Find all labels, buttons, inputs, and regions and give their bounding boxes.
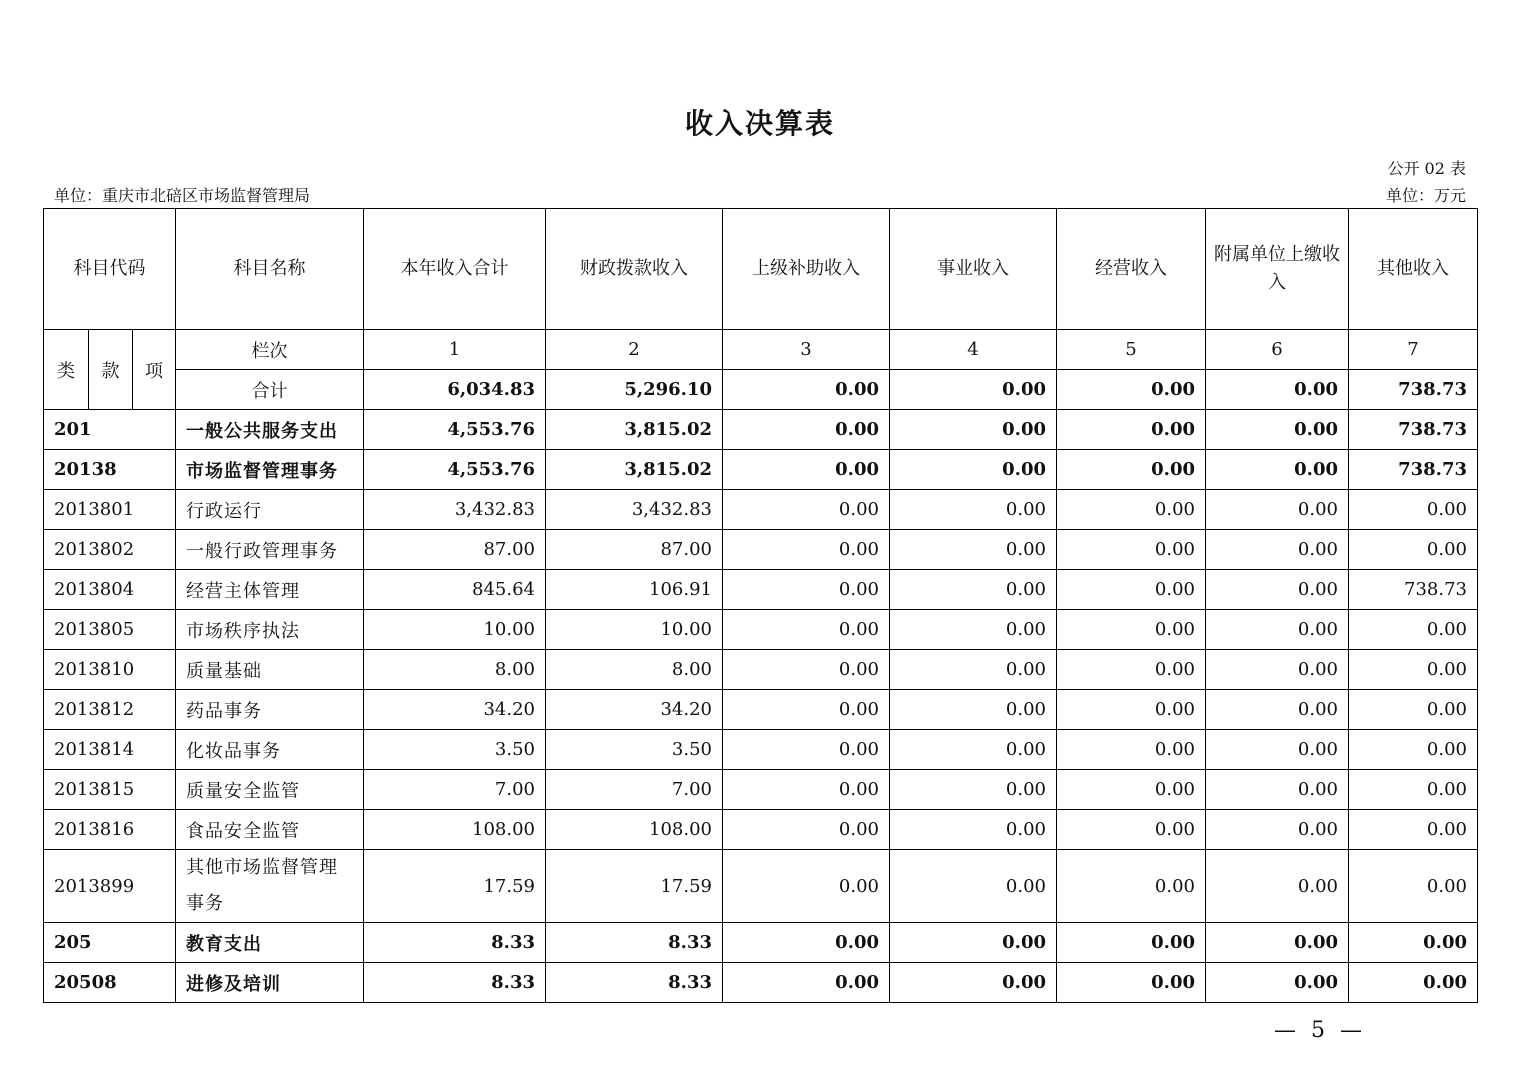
value-cell: 0.00 [1349, 770, 1478, 810]
value-cell: 0.00 [890, 410, 1057, 450]
value-cell: 0.00 [1057, 450, 1206, 490]
header-subsidy: 上级补助收入 [723, 209, 890, 330]
value-cell: 17.59 [546, 850, 723, 923]
form-code: 公开 02 表 [1387, 159, 1466, 178]
column-label: 栏次 [176, 330, 364, 370]
value-cell: 0.00 [1057, 490, 1206, 530]
value-cell: 0.00 [890, 450, 1057, 490]
value-cell: 0.00 [723, 690, 890, 730]
value-cell: 3,432.83 [364, 490, 546, 530]
value-cell: 0.00 [1206, 810, 1349, 850]
header-affiliated: 附属单位上缴收入 [1206, 209, 1349, 330]
sub-header-lei: 类 [44, 330, 89, 410]
column-number: 5 [1057, 330, 1206, 370]
value-cell: 0.00 [1349, 730, 1478, 770]
header-business: 事业收入 [890, 209, 1057, 330]
value-cell: 0.00 [1349, 923, 1478, 963]
value-cell: 0.00 [1206, 770, 1349, 810]
table-row [44, 530, 1478, 570]
value-cell: 8.33 [364, 963, 546, 1003]
header-row [44, 209, 1478, 330]
table-row [44, 650, 1478, 690]
value-cell: 0.00 [1057, 690, 1206, 730]
value-cell: 0.00 [1206, 963, 1349, 1003]
value-cell: 3,815.02 [546, 450, 723, 490]
value-cell: 0.00 [1057, 963, 1206, 1003]
total-label: 合计 [176, 370, 364, 410]
value-cell: 0.00 [1206, 530, 1349, 570]
subject-name: 行政运行 [176, 490, 364, 530]
subject-code: 205 [44, 923, 176, 963]
header-operating: 经营收入 [1057, 209, 1206, 330]
column-number: 1 [364, 330, 546, 370]
header-other: 其他收入 [1349, 209, 1478, 330]
sub-header-xiang: 项 [133, 330, 176, 410]
value-cell: 108.00 [546, 810, 723, 850]
value-cell: 0.00 [1057, 410, 1206, 450]
value-cell: 0.00 [723, 490, 890, 530]
table-row [44, 770, 1478, 810]
value-cell: 0.00 [1057, 570, 1206, 610]
value-cell: 0.00 [1349, 530, 1478, 570]
table-row [44, 923, 1478, 963]
subject-name: 进修及培训 [176, 963, 364, 1003]
value-cell: 8.00 [546, 650, 723, 690]
value-cell: 0.00 [1206, 690, 1349, 730]
total-cell: 0.00 [723, 370, 890, 410]
subject-name: 一般公共服务支出 [176, 410, 364, 450]
value-cell: 0.00 [723, 570, 890, 610]
value-cell: 0.00 [1206, 850, 1349, 923]
value-cell: 0.00 [723, 850, 890, 923]
subject-name: 市场监督管理事务 [176, 450, 364, 490]
value-cell: 0.00 [1057, 610, 1206, 650]
header-code: 科目代码 [44, 209, 176, 330]
subject-name: 教育支出 [176, 923, 364, 963]
value-cell: 8.33 [546, 963, 723, 1003]
table-row [44, 490, 1478, 530]
table-row [44, 690, 1478, 730]
table-row [44, 570, 1478, 610]
subject-code: 2013814 [44, 730, 176, 770]
value-cell: 3,815.02 [546, 410, 723, 450]
subject-name: 食品安全监管 [176, 810, 364, 850]
value-cell: 34.20 [364, 690, 546, 730]
value-cell: 0.00 [1349, 810, 1478, 850]
value-cell: 0.00 [723, 963, 890, 1003]
value-cell: 3.50 [364, 730, 546, 770]
value-cell: 8.33 [364, 923, 546, 963]
value-cell: 0.00 [890, 650, 1057, 690]
value-cell: 7.00 [546, 770, 723, 810]
table-row [44, 610, 1478, 650]
header-name: 科目名称 [176, 209, 364, 330]
value-cell: 0.00 [1206, 410, 1349, 450]
value-cell: 3,432.83 [546, 490, 723, 530]
value-cell: 0.00 [890, 730, 1057, 770]
value-cell: 0.00 [1206, 730, 1349, 770]
value-cell: 4,553.76 [364, 410, 546, 450]
value-cell: 17.59 [364, 850, 546, 923]
column-number: 2 [546, 330, 723, 370]
value-cell: 0.00 [723, 410, 890, 450]
value-cell: 87.00 [546, 530, 723, 570]
table-row [44, 450, 1478, 490]
value-cell: 0.00 [1349, 690, 1478, 730]
page-number: — 5 — [1274, 1018, 1366, 1043]
value-cell: 0.00 [1349, 963, 1478, 1003]
total-cell: 0.00 [1057, 370, 1206, 410]
total-row [44, 370, 1478, 410]
value-cell: 0.00 [890, 610, 1057, 650]
subject-name: 质量安全监管 [176, 770, 364, 810]
value-cell: 738.73 [1349, 410, 1478, 450]
value-cell: 0.00 [1206, 490, 1349, 530]
subject-code: 20508 [44, 963, 176, 1003]
subject-name: 化妆品事务 [176, 730, 364, 770]
value-cell: 8.00 [364, 650, 546, 690]
subject-code: 2013804 [44, 570, 176, 610]
subject-name: 经营主体管理 [176, 570, 364, 610]
value-cell: 0.00 [723, 923, 890, 963]
subject-code: 2013899 [44, 850, 176, 923]
sub-header-kuan: 款 [89, 330, 133, 410]
value-cell: 0.00 [890, 850, 1057, 923]
value-cell: 0.00 [723, 610, 890, 650]
subject-name: 其他市场监督管理事务 [176, 850, 364, 923]
subject-code: 201 [44, 410, 176, 450]
column-number: 6 [1206, 330, 1349, 370]
value-cell: 0.00 [1349, 850, 1478, 923]
value-cell: 106.91 [546, 570, 723, 610]
value-cell: 0.00 [1349, 490, 1478, 530]
value-cell: 0.00 [723, 530, 890, 570]
column-number: 4 [890, 330, 1057, 370]
value-cell: 0.00 [890, 810, 1057, 850]
total-cell: 0.00 [1206, 370, 1349, 410]
value-cell: 0.00 [723, 450, 890, 490]
value-cell: 0.00 [723, 810, 890, 850]
value-cell: 738.73 [1349, 570, 1478, 610]
value-cell: 10.00 [546, 610, 723, 650]
value-cell: 0.00 [1206, 610, 1349, 650]
header-total: 本年收入合计 [364, 209, 546, 330]
total-cell: 6,034.83 [364, 370, 546, 410]
subject-code: 2013810 [44, 650, 176, 690]
header-fiscal: 财政拨款收入 [546, 209, 723, 330]
page-title: 收入决算表 [684, 107, 835, 140]
value-cell: 0.00 [1057, 650, 1206, 690]
subject-code: 20138 [44, 450, 176, 490]
value-cell: 0.00 [890, 923, 1057, 963]
value-cell: 0.00 [1349, 650, 1478, 690]
value-cell: 845.64 [364, 570, 546, 610]
table-row [44, 810, 1478, 850]
value-cell: 10.00 [364, 610, 546, 650]
value-cell: 0.00 [890, 690, 1057, 730]
value-cell: 3.50 [546, 730, 723, 770]
value-cell: 34.20 [546, 690, 723, 730]
total-cell: 738.73 [1349, 370, 1478, 410]
table-row [44, 850, 1478, 923]
subject-name: 市场秩序执法 [176, 610, 364, 650]
total-cell: 5,296.10 [546, 370, 723, 410]
value-cell: 0.00 [1206, 570, 1349, 610]
column-number: 3 [723, 330, 890, 370]
value-cell: 0.00 [1057, 923, 1206, 963]
subject-code: 2013805 [44, 610, 176, 650]
value-cell: 0.00 [1057, 810, 1206, 850]
subject-name: 一般行政管理事务 [176, 530, 364, 570]
unit-currency: 单位：万元 [1385, 186, 1466, 205]
value-cell: 0.00 [890, 770, 1057, 810]
value-cell: 0.00 [723, 770, 890, 810]
income-table [43, 208, 1478, 1003]
total-cell: 0.00 [890, 370, 1057, 410]
table-row [44, 410, 1478, 450]
subject-code: 2013815 [44, 770, 176, 810]
column-number: 7 [1349, 330, 1478, 370]
value-cell: 0.00 [890, 963, 1057, 1003]
value-cell: 0.00 [723, 650, 890, 690]
value-cell: 87.00 [364, 530, 546, 570]
value-cell: 0.00 [1206, 450, 1349, 490]
value-cell: 0.00 [890, 570, 1057, 610]
subject-name: 质量基础 [176, 650, 364, 690]
unit-organization: 单位：重庆市北碚区市场监督管理局 [54, 186, 311, 205]
value-cell: 0.00 [1057, 730, 1206, 770]
value-cell: 0.00 [890, 530, 1057, 570]
subject-code: 2013816 [44, 810, 176, 850]
value-cell: 0.00 [1206, 650, 1349, 690]
value-cell: 738.73 [1349, 450, 1478, 490]
subject-code: 2013801 [44, 490, 176, 530]
value-cell: 0.00 [1057, 770, 1206, 810]
value-cell: 0.00 [1206, 923, 1349, 963]
value-cell: 0.00 [890, 490, 1057, 530]
value-cell: 0.00 [1057, 850, 1206, 923]
value-cell: 0.00 [723, 730, 890, 770]
value-cell: 8.33 [546, 923, 723, 963]
value-cell: 0.00 [1057, 530, 1206, 570]
value-cell: 4,553.76 [364, 450, 546, 490]
value-cell: 108.00 [364, 810, 546, 850]
subject-code: 2013812 [44, 690, 176, 730]
column-number-row [44, 330, 1478, 370]
value-cell: 7.00 [364, 770, 546, 810]
value-cell: 0.00 [1349, 610, 1478, 650]
table-body [44, 209, 1478, 1003]
subject-code: 2013802 [44, 530, 176, 570]
subject-name: 药品事务 [176, 690, 364, 730]
table-row [44, 730, 1478, 770]
table-row [44, 963, 1478, 1003]
